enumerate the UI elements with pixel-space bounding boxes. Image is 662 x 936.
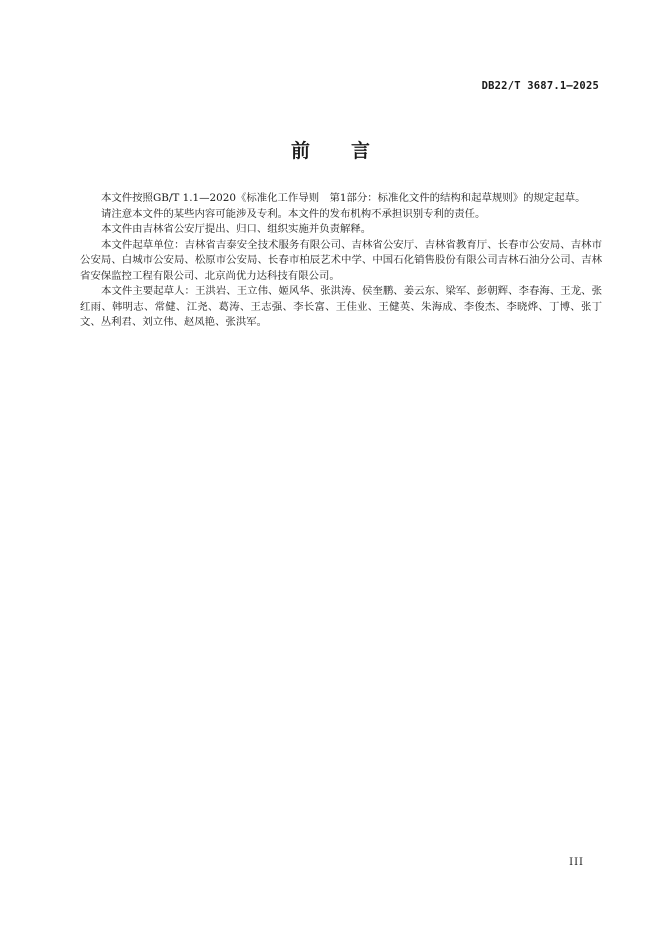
page-title: 前 言: [290, 140, 371, 162]
paragraph-proposer: 本文件由吉林省公安厅提出、归口、组织实施并负责解释。: [101, 223, 372, 235]
document-code: DB22/T 3687.1—2025: [481, 80, 599, 92]
paragraph-patent-notice: 请注意本文件的某些内容可能涉及专利。本文件的发布机构不承担识别专利的责任。: [101, 207, 486, 220]
page-number: III: [569, 857, 584, 868]
paragraph-drafting-rules: 本文件按照GB/T 1.1—2020《标准化工作导则 第1部分：标准化文件的结构和起草规则》的规定起草。: [101, 192, 586, 204]
foreword-body: [80, 191, 602, 331]
paragraph-drafting-units: 本文件起草单位：吉林省吉泰安全技术服务有限公司、吉林省公安厅、吉林省教育厅、长春市公安局、吉林市公安局、白城市公安局、松原市公安局、长春市柏辰艺术中学、中国石化销售股份有限公司吉林石油分公司、吉林省安保监控工程有限公司、北京尚优力达科技有限公司。: [80, 238, 602, 282]
paragraph-drafters: 本文件主要起草人：王洪岩、王立伟、姬风华、张洪涛、侯奎鹏、姜云东、梁军、彭朝辉、李春海、王龙、张红雨、韩明志、常健、江尧、葛涛、王志强、李长富、王佳业、王健英、朱海成、李俊杰、李晓烨、丁博、张丁文、丛利君、刘立伟、赵凤艳、张洪军。: [80, 285, 602, 328]
